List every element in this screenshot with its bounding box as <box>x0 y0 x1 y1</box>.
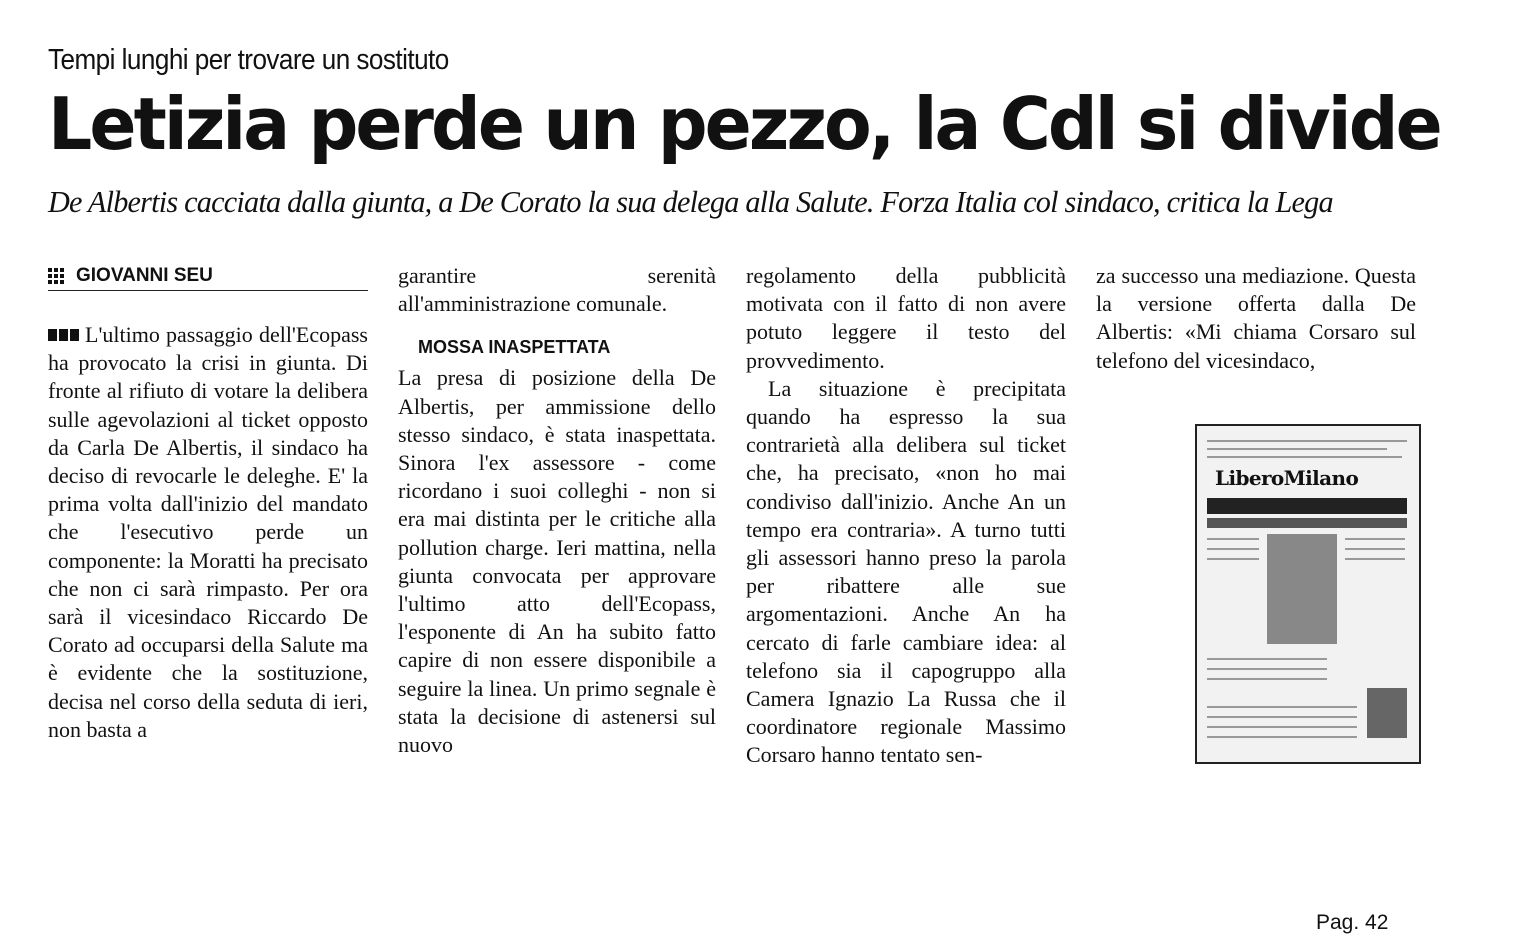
column-2 <box>398 262 716 759</box>
column-1 <box>48 262 368 744</box>
paragraph-text: L'ultimo passaggio dell'Ecopass ha provocato la crisi in giunta. Di fronte al rifiuto di votare la delibera sulle agevolazioni al ticket opposto da Carla De Albertis, il sindaco ha deciso di revocarle le deleghe. E' la prima volta dall'inizio del mandato che l'esecutivo perde un componente: la Moratti ha precisato che non ci sarà rimpasto. Per ora sarà il vicesindaco Riccardo De Corato ad occuparsi della Salute ma è evidente che la sostituzione, decisa nel corso della seduta di ieri, non basta a <box>48 322 368 742</box>
lead-blocks-icon <box>48 329 79 341</box>
paragraph: za successo una mediazione. Questa la versione offerta dalla De Albertis: «Mi chiama Corsaro sul telefono del vicesindaco, <box>1096 263 1416 373</box>
page-number: Pag. 42 <box>1316 911 1389 934</box>
byline-dots-icon <box>48 268 64 284</box>
paragraph: La presa di posizione della De Albertis, per ammissione dello stesso sindaco, è stata inaspettata. Sinora l'ex assessore - come ricordano i suoi colleghi - non si era mai distinta per le critiche alla pollution charge. Ieri mattina, nella giunta convocata per approvare l'ultimo atto dell'Ecopass, l'esponente di An ha subito fatto capire di non essere disponibile a seguire la linea. Un primo segnale è stata la decisione di astenersi sul nuovo <box>398 365 716 758</box>
kicker: Tempi lunghi per trovare un sostituto <box>48 44 449 76</box>
paragraph: regolamento della pubblicità motivata con il fatto di non avere potuto leggere il testo del provvedimento. <box>746 263 1066 373</box>
headline: Letizia perde un pezzo, la Cdl si divide <box>48 82 1440 166</box>
section-heading: MOSSA INASPETTATA <box>418 337 611 358</box>
thumbnail-logo: LiberoMilano <box>1215 466 1359 490</box>
column-4 <box>1096 262 1416 375</box>
byline <box>48 262 368 291</box>
byline-name: GIOVANNI SEU <box>76 265 213 286</box>
paragraph: garantire serenità all'amministrazione comunale. <box>398 263 716 317</box>
paragraph: La situazione è precipitata quando ha espresso la sua contrarietà alla delibera sul ticket che, ha precisato, «non ho mai condiviso dall'inizio. Anche An un tempo era contraria». A turno tutti gli assessori hanno preso la parola per ribattere alle sue argomentazioni. Anche An ha cercato di farle cambiare idea: al telefono sia il capogruppo alla Camera Ignazio La Russa che il coordinatore regionale Massimo Corsaro hanno tentato sen- <box>746 375 1066 768</box>
newspaper-thumbnail <box>1195 424 1421 764</box>
subheadline: De Albertis cacciata dalla giunta, a De Corato la sua delega alla Salute. Forza Italia col sindaco, critica la Lega <box>48 184 1333 219</box>
paragraph <box>48 321 368 744</box>
column-3 <box>746 262 1066 770</box>
